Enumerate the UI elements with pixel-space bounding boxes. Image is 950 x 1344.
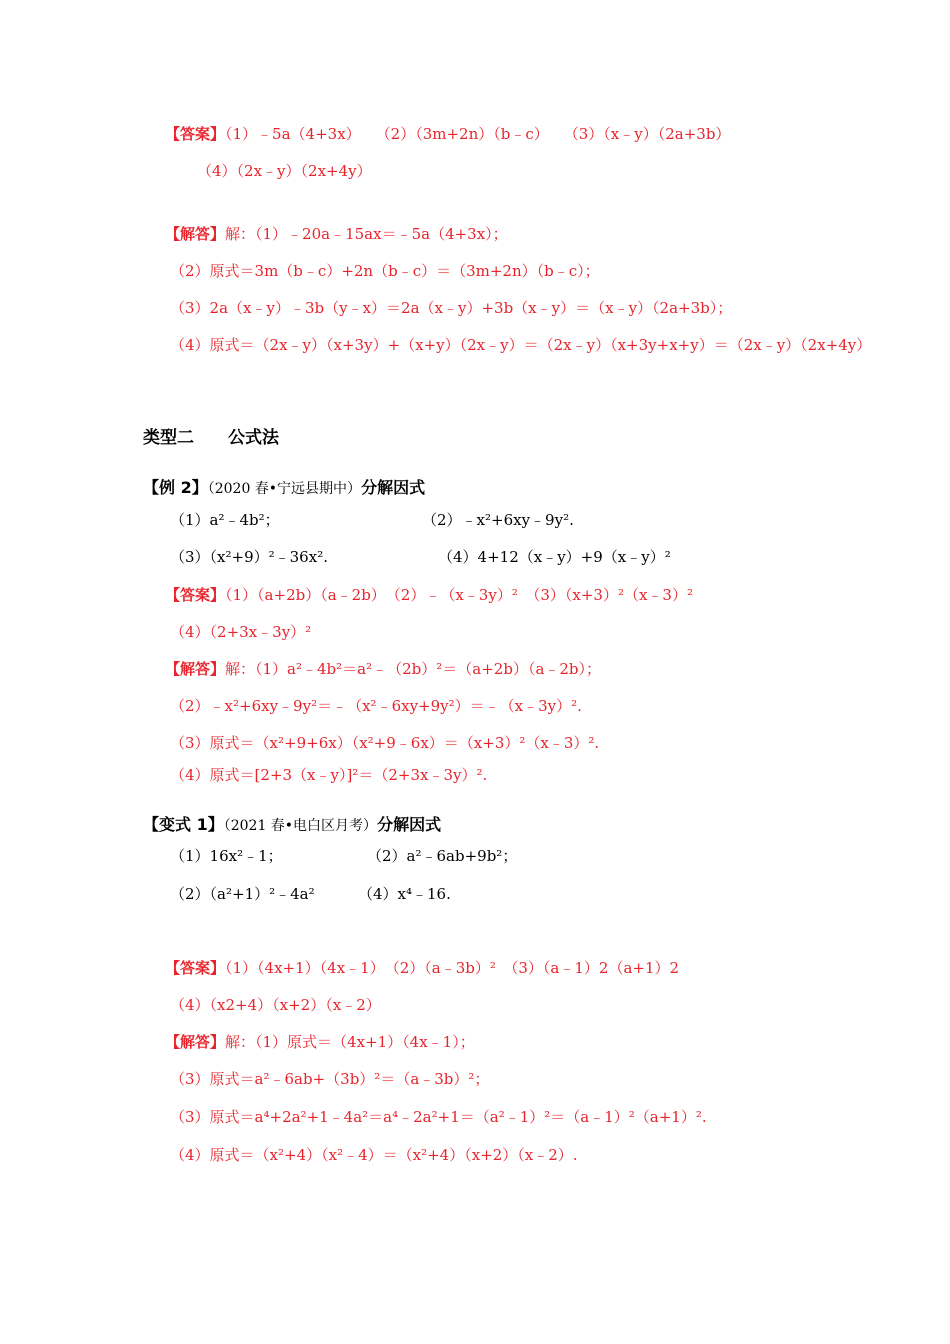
variant-1-solution-line-1	[165, 1032, 475, 1052]
variant-label: 【变式 1】	[143, 815, 224, 834]
solution-line-4: （4）原式＝（2x﹣y）（x+3y）+（x+y）（2x﹣y）＝（2x﹣y）（x+3y+x+y）＝（2x﹣y）（2x+4y）	[170, 336, 872, 354]
variant-1-solution-line-2: （3）原式＝a²﹣6ab+（3b）²＝（a﹣3b）²；	[170, 1070, 490, 1088]
answer-tag: 【答案】	[165, 586, 226, 604]
solution-tag: 【解答】	[165, 225, 226, 243]
example-2-solution-line-4: （4）原式＝[2+3（x﹣y）]²＝（2+3x﹣3y）².	[170, 766, 488, 784]
example-2-solution-line-2: （2）﹣x²+6xy﹣9y²＝﹣（x²﹣6xy+9y²）＝﹣（x﹣3y）².	[170, 697, 582, 715]
variant-1-heading	[143, 815, 441, 836]
answer-tag: 【答案】	[165, 959, 226, 977]
answer-text: （1）﹣5a（4+3x） （2）（3m+2n）（b﹣c） （3）（x﹣y）（2a+3b）	[225, 125, 731, 143]
answer-text: （1）（4x+1）（4x﹣1） （2）（a﹣3b）² （3）（a﹣1）2（a+1）2	[225, 959, 680, 977]
example-2-q3: （3）（x²+9）²﹣36x².	[170, 548, 328, 566]
answer-text: （1）（a+2b）（a﹣2b） （2）﹣（x﹣3y）² （3）（x+3）²（x﹣3）²	[225, 586, 693, 604]
variant-1-q3: （2）（a²+1）²﹣4a²	[170, 885, 315, 903]
answer-tag: 【答案】	[165, 125, 226, 143]
answer-line-2: （4）（2x﹣y）（2x+4y）	[197, 162, 372, 180]
variant-1-q4: （4）x⁴﹣16.	[358, 885, 451, 903]
variant-task: 分解因式	[377, 815, 442, 834]
example-task: 分解因式	[361, 478, 426, 497]
section-title: 类型二 公式法	[143, 428, 279, 448]
example-2-solution-line-1	[165, 659, 601, 679]
solution-line-3: （3）2a（x﹣y）﹣3b（y﹣x）＝2a（x﹣y）+3b（x﹣y）＝（x﹣y）（2a+3b）；	[170, 299, 733, 317]
solution-tag: 【解答】	[165, 660, 226, 678]
solution-text: 解：（1）﹣20a﹣15ax＝﹣5a（4+3x）；	[225, 225, 508, 243]
solution-text: 解：（1）原式＝（4x+1）（4x﹣1）；	[225, 1033, 475, 1051]
variant-1-solution-line-3: （3）原式＝a⁴+2a²+1﹣4a²＝a⁴﹣2a²+1＝（a²﹣1）²＝（a﹣1）²（a+1）².	[170, 1108, 707, 1126]
solution-line-1	[165, 224, 508, 244]
variant-1-q2: （2）a²﹣6ab+9b²；	[367, 847, 518, 865]
example-2-q2: （2）﹣x²+6xy﹣9y².	[422, 511, 574, 529]
example-2-answer-line-2: （4）（2+3x﹣3y）²	[170, 623, 312, 641]
variant-source: （2021 春•电白区月考）	[223, 818, 378, 834]
variant-1-solution-line-4: （4）原式＝（x²+4）（x²﹣4）＝（x²+4）（x+2）（x﹣2）.	[170, 1146, 578, 1164]
variant-1-q1: （1）16x²﹣1；	[170, 847, 283, 865]
example-source: （2020 春•宁远县期中）	[207, 481, 362, 497]
example-2-answer-line-1	[165, 585, 693, 605]
example-2-q4: （4）4+12（x﹣y）+9（x﹣y）²	[438, 548, 671, 566]
solution-tag: 【解答】	[165, 1033, 226, 1051]
answer-line-1	[165, 124, 730, 144]
example-2-solution-line-3: （3）原式＝（x²+9+6x）（x²+9﹣6x）＝（x+3）²（x﹣3）².	[170, 734, 600, 752]
example-label: 【例 2】	[143, 478, 208, 497]
solution-text: 解：（1）a²﹣4b²＝a²﹣（2b）²＝（a+2b）（a﹣2b）；	[225, 660, 602, 678]
example-2-q1: （1）a²﹣4b²；	[170, 511, 280, 529]
variant-1-answer-line-2: （4）（x2+4）（x+2）（x﹣2）	[170, 996, 381, 1014]
solution-line-2: （2）原式＝3m（b﹣c）+2n（b﹣c）＝（3m+2n）（b﹣c）；	[170, 262, 600, 280]
variant-1-answer-line-1	[165, 958, 679, 978]
example-2-heading	[143, 478, 425, 499]
